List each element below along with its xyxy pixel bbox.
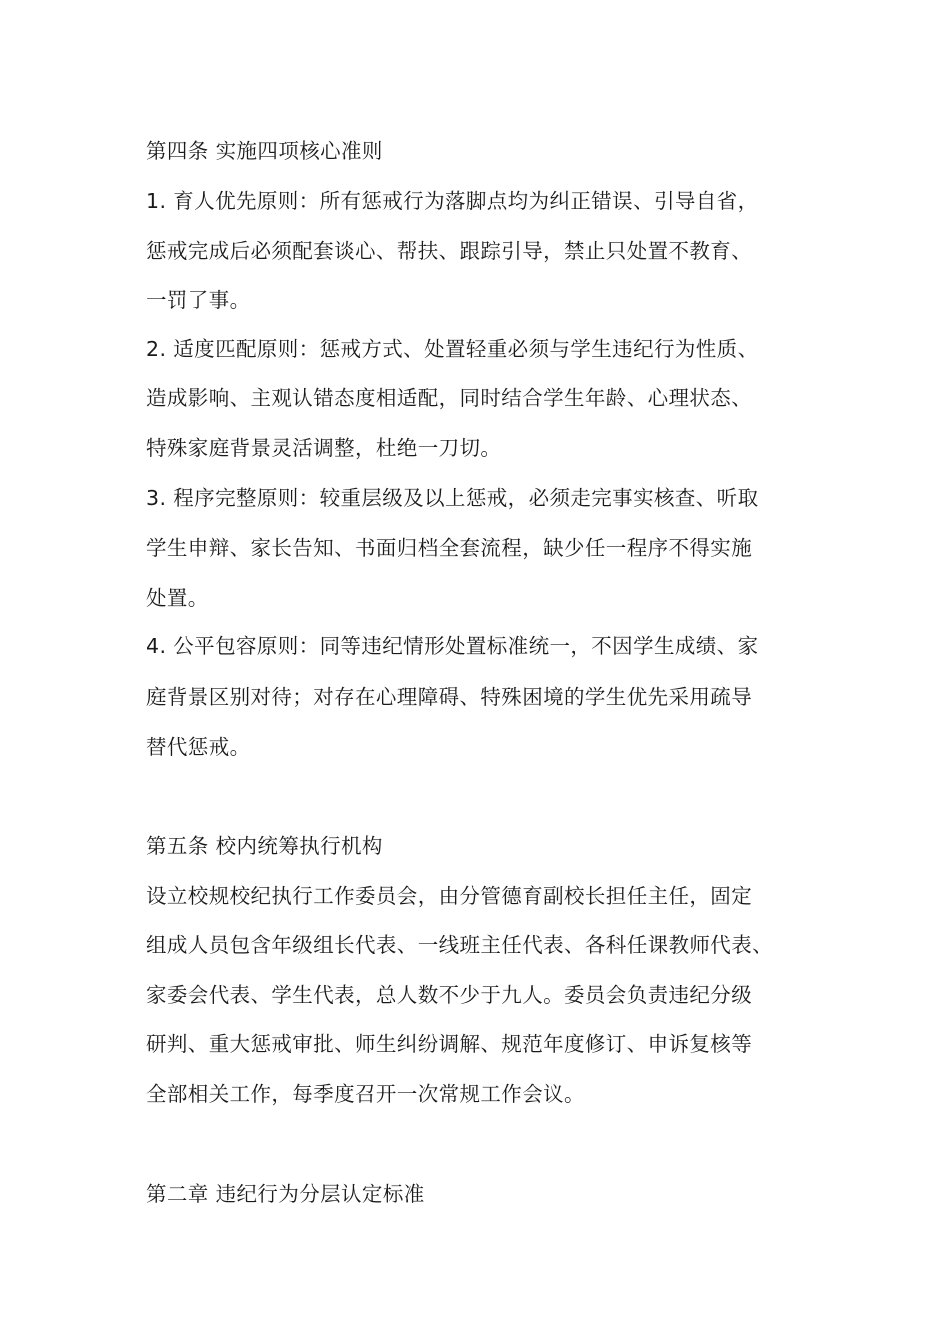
article4-item4-line1: 4. 公平包容原则：同等违纪情形处置标准统一，不因学生成绩、家 (146, 634, 759, 658)
article4-item1-line3: 一罚了事。 (146, 288, 251, 312)
article4-item1-line2: 惩戒完成后必须配套谈心、帮扶、跟踪引导，禁止只处置不教育、 (146, 239, 753, 263)
article4-heading: 第四条 实施四项核心准则 (146, 139, 383, 163)
chapter2-heading: 第二章 违纪行为分层认定标准 (146, 1182, 425, 1206)
article5-body-line3: 家委会代表、学生代表，总人数不少于九人。委员会负责违纪分级 (146, 983, 753, 1007)
article4-item4-line2: 庭背景区别对待；对存在心理障碍、特殊困境的学生优先采用疏导 (146, 685, 753, 709)
article5-heading: 第五条 校内统筹执行机构 (146, 834, 383, 858)
article4-item3-line2: 学生申辩、家长告知、书面归档全套流程，缺少任一程序不得实施 (146, 536, 753, 560)
article4-item1-line1: 1. 育人优先原则：所有惩戒行为落脚点均为纠正错误、引导自省， (146, 189, 759, 213)
article5-body-line5: 全部相关工作，每季度召开一次常规工作会议。 (146, 1082, 585, 1106)
article4-item2-line2: 造成影响、主观认错态度相适配，同时结合学生年龄、心理状态、 (146, 386, 753, 410)
article4-item3-line3: 处置。 (146, 586, 209, 610)
article5-body-line4: 研判、重大惩戒审批、师生纠纷调解、规范年度修订、申诉复核等 (146, 1032, 753, 1056)
article4-item2-line1: 2. 适度匹配原则：惩戒方式、处置轻重必须与学生违纪行为性质、 (146, 337, 759, 361)
article5-body-line1: 设立校规校纪执行工作委员会，由分管德育副校长担任主任，固定 (146, 884, 753, 908)
article4-item3-line1: 3. 程序完整原则：较重层级及以上惩戒，必须走完事实核查、听取 (146, 486, 759, 510)
article4-item2-line3: 特殊家庭背景灵活调整，杜绝一刀切。 (146, 436, 502, 460)
article4-item4-line3: 替代惩戒。 (146, 735, 251, 759)
article5-body-line2: 组成人员包含年级组长代表、一线班主任代表、各科任课教师代表、 (146, 933, 773, 957)
